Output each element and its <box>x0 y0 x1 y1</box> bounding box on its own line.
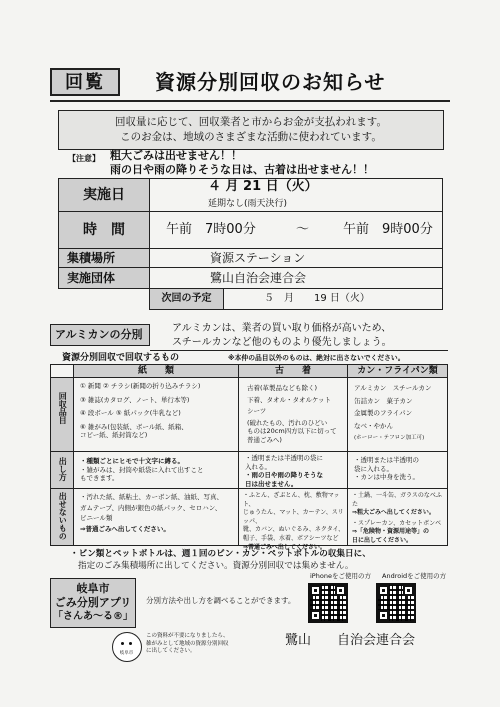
mascot-caption: 岐阜市 <box>119 651 134 656</box>
date-label: 実施日 <box>58 178 150 212</box>
page-title: 資源分別回収のお知らせ <box>155 70 386 94</box>
aluminum-text-2: スチールカンなど他のものより優先しましょう。 <box>172 337 392 348</box>
app-box <box>50 578 136 628</box>
time-end: 午前 9時00分 <box>343 222 433 237</box>
can-how: ・透明または半透明の 袋に入れる。 ・カンは中身を洗う。 <box>347 451 448 489</box>
next-label: 次回の予定 <box>149 288 224 310</box>
app-city: 岐阜市 <box>76 582 110 595</box>
corner-cell <box>50 364 74 378</box>
paper-items: ① 新聞 ② チラシ(新聞の折り込みチラシ) ③ 雑誌(カタログ、ノート、単行本等) ④ 段ボール ⑤ 紙パック(牛乳など) ⑥ 雑がみ(包装紙、ボール紙、紙箱、 コピー紙、紙封筒など) <box>73 377 239 452</box>
date-value: ４ 月 21 日（火） <box>208 179 318 194</box>
table-title: 資源分別回収で回収するもの <box>62 353 180 363</box>
pet-line-2: 指定のごみ集積場所に出してください。資源分別回収では集めません。 <box>78 561 354 571</box>
row-label-how: 出し方 <box>50 451 74 489</box>
date-note: 延期なし(雨天決行) <box>208 199 288 209</box>
iphone-qr-code[interactable] <box>308 583 348 623</box>
table-note: ※本仲の品目以外のものは、絶対に出さないでください。 <box>228 354 405 362</box>
paper-how: ・種類ごとにヒモで十文字に縛る。 ・雑がみは、封筒や紙袋に入れて出すこと もできます。 <box>73 451 239 489</box>
app-nick: 「さんあ～る®」 <box>53 611 133 622</box>
aluminum-label: アルミカンの分別 <box>50 324 150 346</box>
notice-line-1: 粗大ごみは出せません！！ <box>110 149 242 162</box>
aluminum-underline <box>150 350 448 351</box>
intro-box <box>58 110 444 150</box>
aluminum-text-1: アルミカンは、業者の買い取り価格が高いため、 <box>172 323 392 334</box>
cloth-ng: ・ふとん、ざぶとん、枕、敷物マット、 じゅうたん、マット、カーテン、スリッパ、 靴、カバン、ぬいぐるみ、ネクタイ、 帽子、手袋、水着、ボアシーツなど ⇒普通ごみへ出してください。 <box>238 488 348 546</box>
footer-organization: 鷺山 自治会連合会 <box>285 633 416 648</box>
intro-line-2: このお金は、地域のさまざまな活動に使われています。 <box>120 131 382 143</box>
next-value: ５ 月 19 日（火） <box>223 288 443 310</box>
kairan-badge: 回覧 <box>50 68 120 96</box>
row-label-items: 回収品目 <box>50 377 74 452</box>
mascot-icon <box>112 632 142 662</box>
collection-table <box>50 364 448 551</box>
android-label: Androidをご使用の方 <box>382 572 447 580</box>
app-name: ごみ分別アプリ <box>54 596 132 609</box>
can-ng: ・土鍋、一斗缶、ガラスのなべふた ⇒粗大ごみへ出してください。 ・スプレーカン、カセットボンベ ⇒「危険物・資源用途等」の 日に出してください。 <box>347 488 448 546</box>
schedule-table <box>58 178 443 316</box>
cloth-items: 古着(革製品なども除く) 下着、タオル・タオルケット シーツ (破れたもの、汚れのひどい ものは20cm四方以下に切って 普通ごみへ) <box>238 377 348 452</box>
time-start: 午前 7時00分 <box>166 222 256 237</box>
cloth-how: ・透明または半透明の袋に 入れる。 ・雨の日や雨の降りそうな 日は出せません。 <box>238 451 348 489</box>
place-value: 資源ステーション <box>149 248 443 268</box>
can-items: アルミカン スチールカン 缶詰カン 菓子カン 金属製のフライパン なべ・やかん (ホーロー・テフロン加工可) <box>347 377 448 452</box>
org-value: 鷺山自治会連合会 <box>149 267 443 289</box>
col-paper: 紙 類 <box>73 364 239 378</box>
time-separator: ～ <box>296 222 310 237</box>
app-desc: 分別方法や出し方を調べることができます。 <box>146 596 296 605</box>
place-label: 集積場所 <box>58 248 150 268</box>
pet-line-1: ・ビン類とペットボトルは、週１回のビン・カン・ペットボトルの収集日に、 <box>70 549 371 559</box>
intro-line-1: 回収量に応じて、回収業者と市からお金が支払われます。 <box>115 116 387 128</box>
iphone-label: iPhoneをご使用の方 <box>310 572 371 580</box>
notice-tag: 【注意】 <box>68 154 100 163</box>
header-underline <box>50 100 450 102</box>
time-label: 時 間 <box>58 211 150 249</box>
col-can: カン・フライパン類 <box>347 364 448 378</box>
notice-line-2: 雨の日や雨の降りそうな日は、古着は出せません！！ <box>110 163 374 176</box>
android-qr-code[interactable] <box>376 583 416 623</box>
recycle-note: この資料が不要になりましたら、 雑がみとして地域の資源分別回収 に出してください。 <box>146 633 229 654</box>
paper-ng: ・汚れた紙、紙粘土、カーボン紙、油紙、写真、 ガムテープ、内側が銀色の紙パック、セロハン、 ビニール類 ⇒普通ごみへ出してください。 <box>73 488 239 546</box>
row-label-ng: 出せないもの <box>50 488 74 546</box>
org-label: 実施団体 <box>58 267 150 289</box>
col-cloth: 古 着 <box>238 364 348 378</box>
